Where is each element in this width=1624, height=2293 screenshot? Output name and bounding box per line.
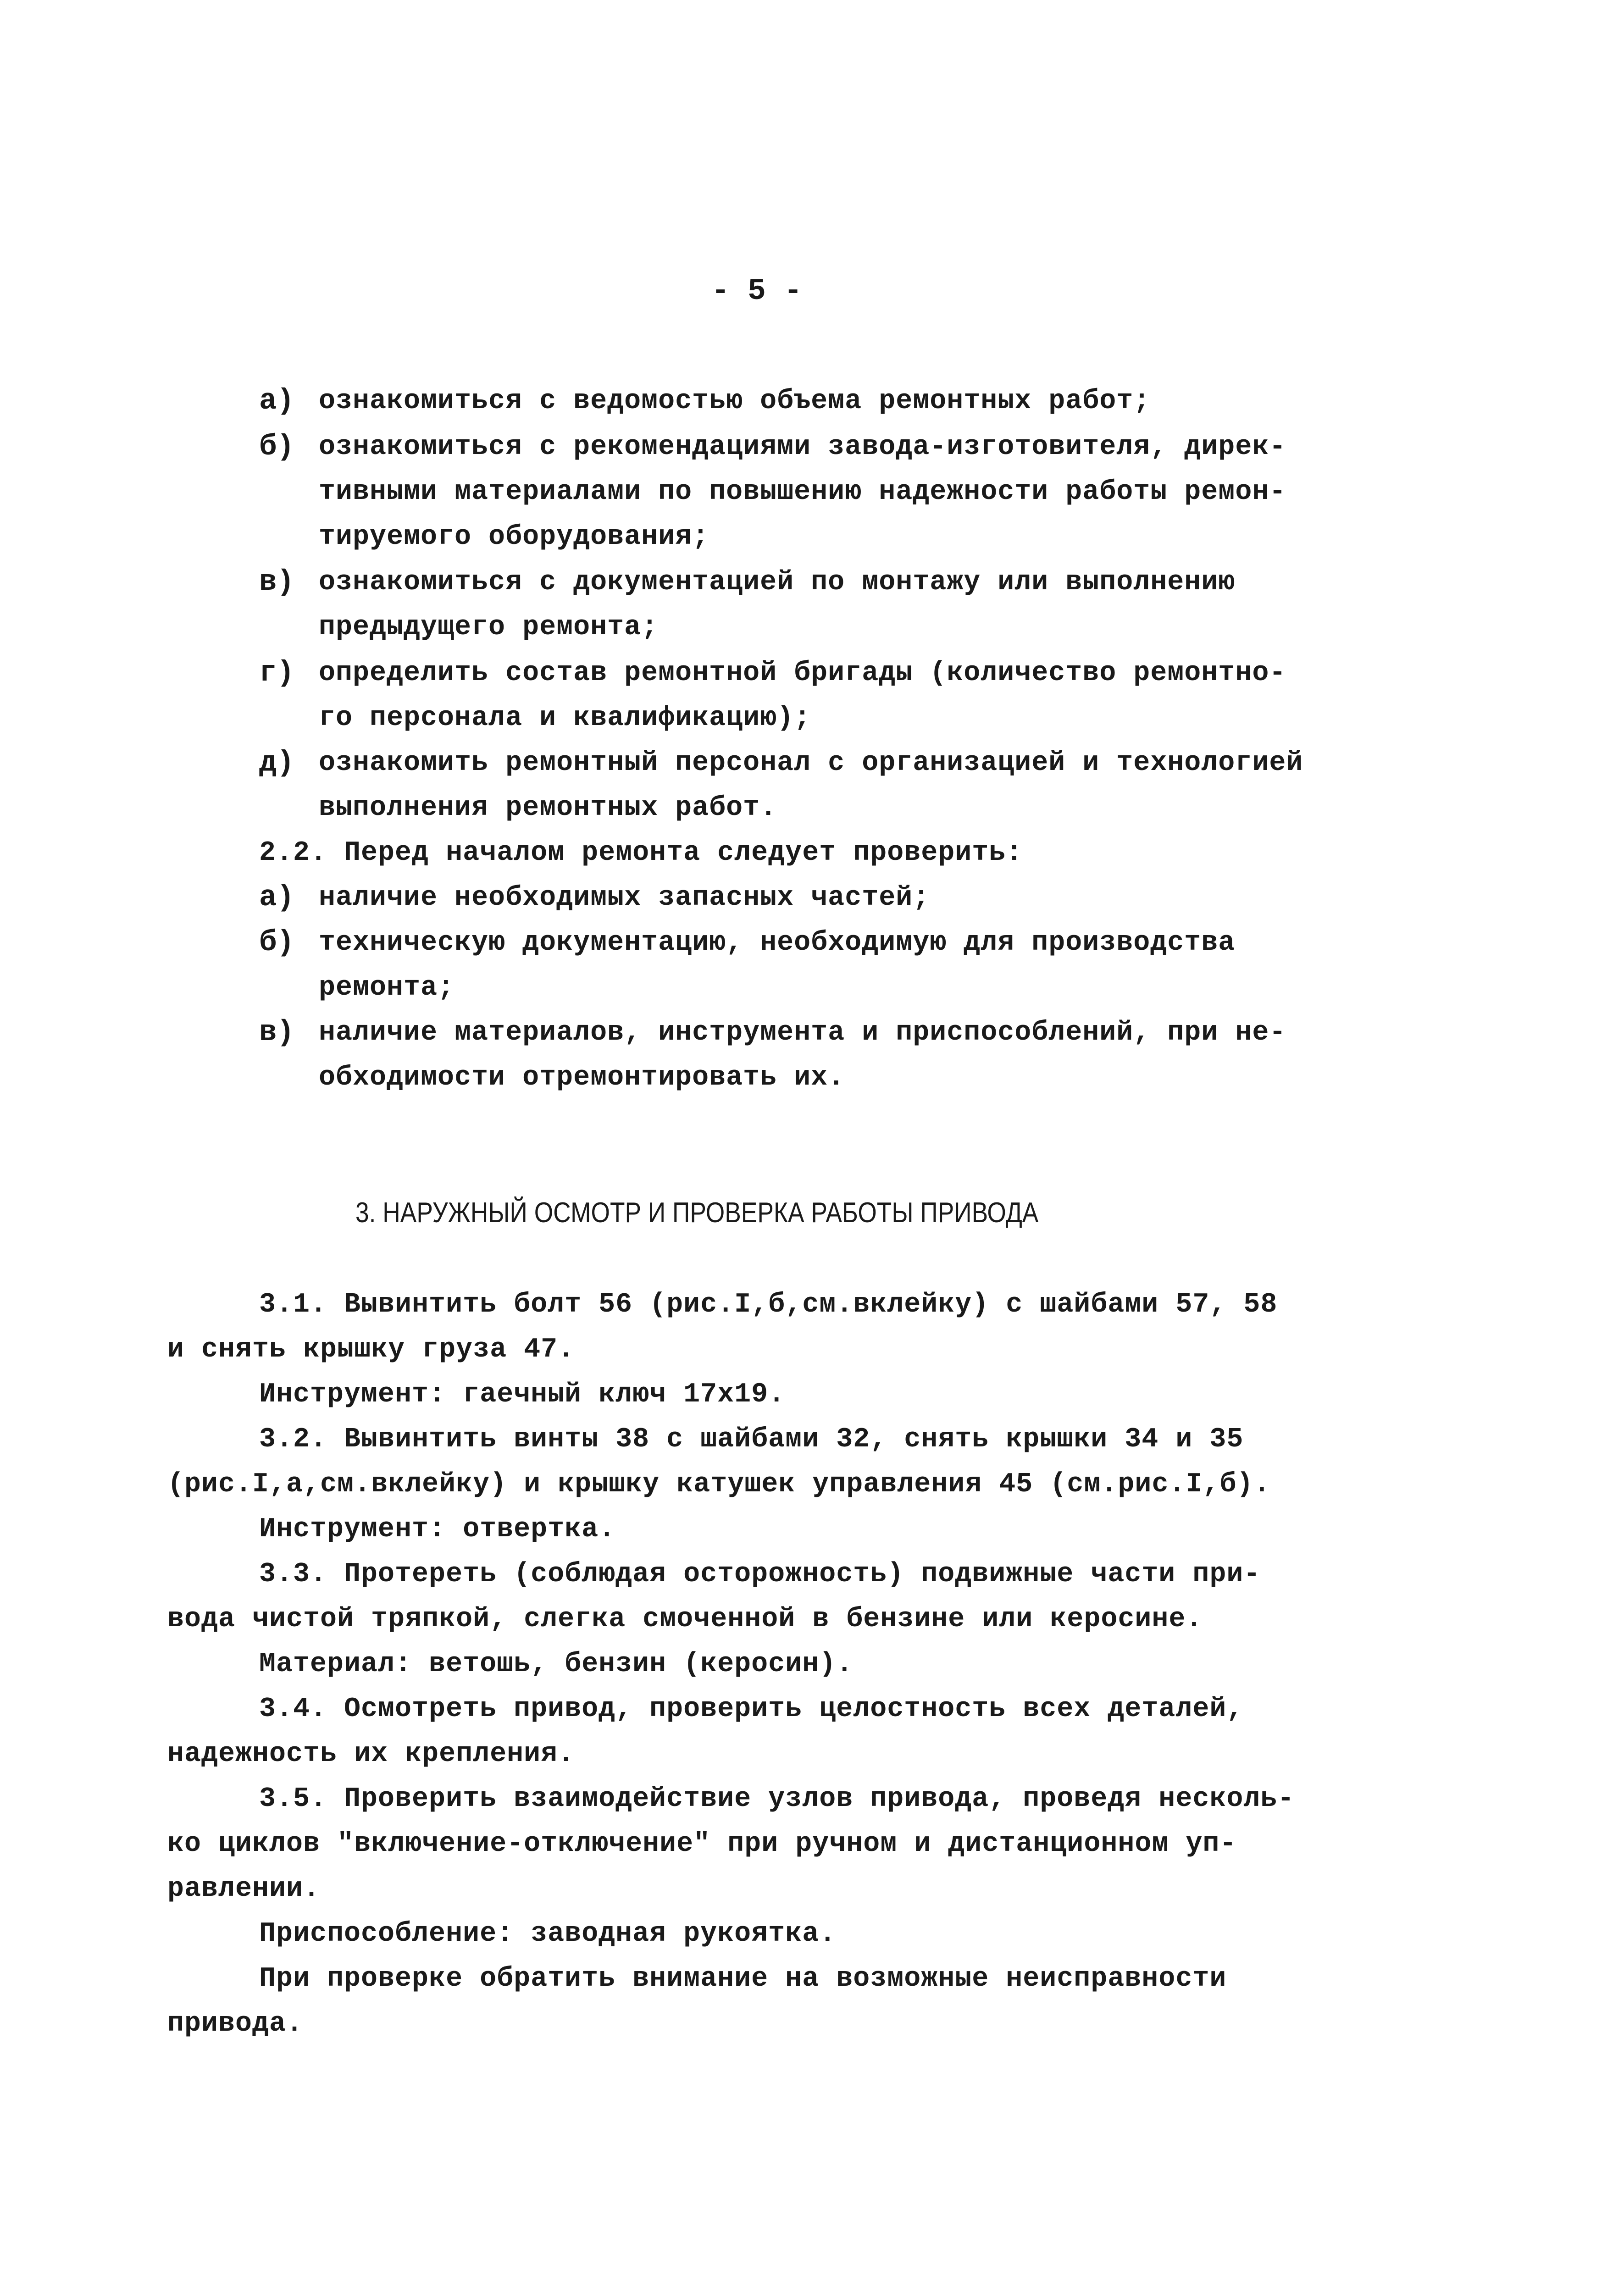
paragraph-line: 3.1. Вывинтить болт 56 (рис.I,б,см.вклейку) с шайбами 57, 58 (259, 1289, 1278, 1320)
page-number: - 5 - (711, 274, 803, 308)
paragraph-line: привода. (167, 2008, 304, 2039)
list-marker: а) (259, 385, 294, 418)
list-item-line: ознакомиться с рекомендациями завода-изготовителя, дирек- (319, 432, 1286, 463)
list-marker: в) (259, 566, 294, 599)
paragraph-2-2: 2.2. Перед началом ремонта следует проверить: (259, 837, 1023, 869)
list-item-line: ознакомиться с ведомостью объема ремонтных работ; (319, 386, 1151, 417)
list-item-line: выполнения ремонтных работ. (319, 792, 777, 824)
list-item-line: определить состав ремонтной бригады (количество ремонтно- (319, 658, 1286, 689)
paragraph-line: (рис.I,а,см.вклейку) и крышку катушек управления 45 (см.рис.I,б). (167, 1469, 1271, 1500)
paragraph-line: 3.5. Проверить взаимодействие узлов привода, проведя несколь- (259, 1783, 1295, 1815)
list-item-line: наличие материалов, инструмента и приспособлений, при не- (319, 1017, 1286, 1048)
paragraph-line: и снять крышку груза 47. (167, 1334, 575, 1365)
paragraph-line: Приспособление: заводная рукоятка. (259, 1918, 837, 1950)
list-marker: а) (259, 881, 294, 914)
paragraph-line: 3.4. Осмотреть привод, проверить целостность всех деталей, (259, 1694, 1244, 1725)
list-item-line: ремонта; (319, 972, 455, 1003)
paragraph-line: Инструмент: отвертка. (259, 1514, 616, 1545)
list-item-line: обходимости отремонтировать их. (319, 1062, 845, 1093)
list-marker: г) (259, 657, 294, 690)
paragraph-line: Инструмент: гаечный ключ 17х19. (259, 1379, 786, 1410)
list-item-line: предыдущего ремонта; (319, 612, 659, 643)
list-item-line: тируемого оборудования; (319, 521, 709, 553)
paragraph-line: 3.3. Протереть (соблюдая осторожность) подвижные части при- (259, 1559, 1261, 1590)
paragraph-line: надежность их крепления. (167, 1739, 575, 1770)
paragraph-line: При проверке обратить внимание на возможные неисправности (259, 1963, 1227, 1994)
list-marker: д) (259, 747, 294, 780)
paragraph-line: вода чистой тряпкой, слегка смоченной в бензине или керосине. (167, 1604, 1203, 1635)
paragraph-line: 3.2. Вывинтить винты 38 с шайбами 32, снять крышки 34 и 35 (259, 1424, 1244, 1455)
list-marker: в) (259, 1016, 294, 1049)
list-item-line: наличие необходимых запасных частей; (319, 882, 930, 914)
list-item-line: ознакомиться с документацией по монтажу или выполнению (319, 567, 1236, 598)
list-marker: б) (259, 926, 294, 959)
list-item-line: ознакомить ремонтный персонал с организацией и технологией (319, 748, 1303, 779)
paragraph-line: ко циклов "включение-отключение" при ручном и дистанционном уп- (167, 1828, 1237, 1860)
section-heading: 3. НАРУЖНЫЙ ОСМОТР И ПРОВЕРКА РАБОТЫ ПРИВОДА (355, 1197, 1039, 1229)
paragraph-line: Материал: ветошь, бензин (керосин). (259, 1649, 854, 1680)
list-marker: б) (259, 431, 294, 464)
list-item-line: тивными материалами по повышению надежности работы ремон- (319, 476, 1286, 508)
list-item-line: техническую документацию, необходимую для производства (319, 927, 1236, 958)
list-item-line: го персонала и квалификацию); (319, 703, 811, 734)
paragraph-line: равлении. (167, 1873, 321, 1905)
